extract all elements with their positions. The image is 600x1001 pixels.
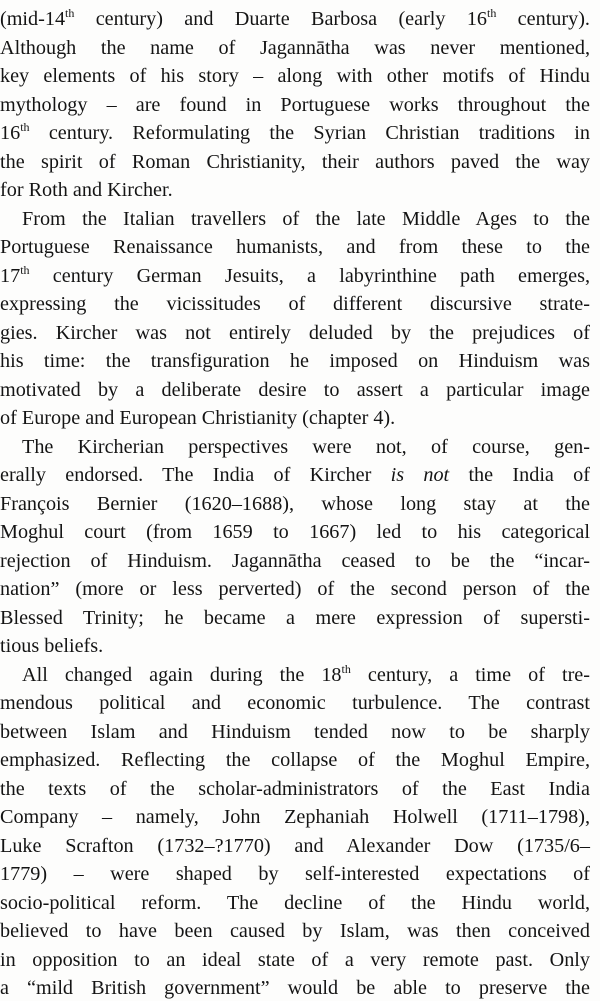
text-line: Blessed Trinity; he became a mere expression of supersti-: [0, 606, 590, 629]
text-line: From the Italian travellers of the late Middle Ages to the: [22, 207, 590, 230]
text-line: Moghul court (from 1659 to 1667) led to his categorical: [0, 521, 590, 543]
text-line: 1779) – were shaped by self-interested expectations of: [0, 863, 590, 885]
text-line: 17th century German Jesuits, a labyrinthine path emerges,: [0, 262, 590, 287]
text-line: for Roth and Kircher.: [0, 179, 173, 201]
text-line: rejection of Hinduism. Jagannātha ceased to be the “incar-: [0, 549, 590, 572]
text-line: François Bernier (1620–1688), whose long stay at the: [0, 492, 590, 515]
text-line: of Europe and European Christianity (chapter 4).: [0, 407, 396, 429]
text-line: between Islam and Hinduism tended now to be sharply: [0, 720, 590, 743]
text-line: motivated by a deliberate desire to assert a particular image: [0, 378, 590, 401]
text-line: 16th century. Reformulating the Syrian Christian traditions in: [0, 120, 590, 144]
text-line: erally endorsed. The India of Kircher is not the India of: [0, 464, 590, 486]
text-line: emphasized. Reflecting the collapse of the Moghul Empire,: [0, 749, 590, 771]
text-line: the texts of the scholar-administrators of the East India: [0, 777, 590, 800]
text-line: a “mild British government” would be able to preserve the: [0, 977, 590, 999]
text-line: Company – namely, John Zephaniah Holwell (1711–1798),: [0, 806, 590, 828]
text-line: The Kircherian perspectives were not, of course, gen-: [22, 435, 590, 458]
text-line: All changed again during the 18th century, a time of tre-: [22, 661, 590, 686]
text-line: mendous political and economic turbulence. The contrast: [0, 692, 590, 714]
text-line: his time: the transfiguration he imposed on Hinduism was: [0, 350, 590, 372]
text-line: mythology – are found in Portuguese works throughout the: [0, 93, 590, 116]
text-line: expressing the vicissitudes of different discursive strate-: [0, 293, 590, 315]
text-line: nation” (more or less perverted) of the second person of the: [0, 578, 590, 600]
text-line: tious beliefs.: [0, 635, 104, 657]
text-line: gies. Kircher was not entirely deluded by the prejudices of: [0, 321, 590, 344]
text-line: key elements of his story – along with other motifs of Hindu: [0, 65, 590, 87]
text-line: Portuguese Renaissance humanists, and from these to the: [0, 236, 590, 258]
text-line: socio-political reform. The decline of the Hindu world,: [0, 891, 590, 914]
text-line: (mid-14th century) and Duarte Barbosa (early 16th century).: [0, 6, 590, 30]
text-line: in opposition to an ideal state of a very remote past. Only: [0, 948, 590, 971]
text-line: Luke Scrafton (1732–?1770) and Alexander Dow (1735/6–: [0, 834, 590, 857]
text-line: believed to have been caused by Islam, was then conceived: [0, 920, 590, 942]
text-line: the spirit of Roman Christianity, their authors paved the way: [0, 150, 590, 173]
text-line: Although the name of Jagannātha was never mentioned,: [0, 36, 590, 59]
